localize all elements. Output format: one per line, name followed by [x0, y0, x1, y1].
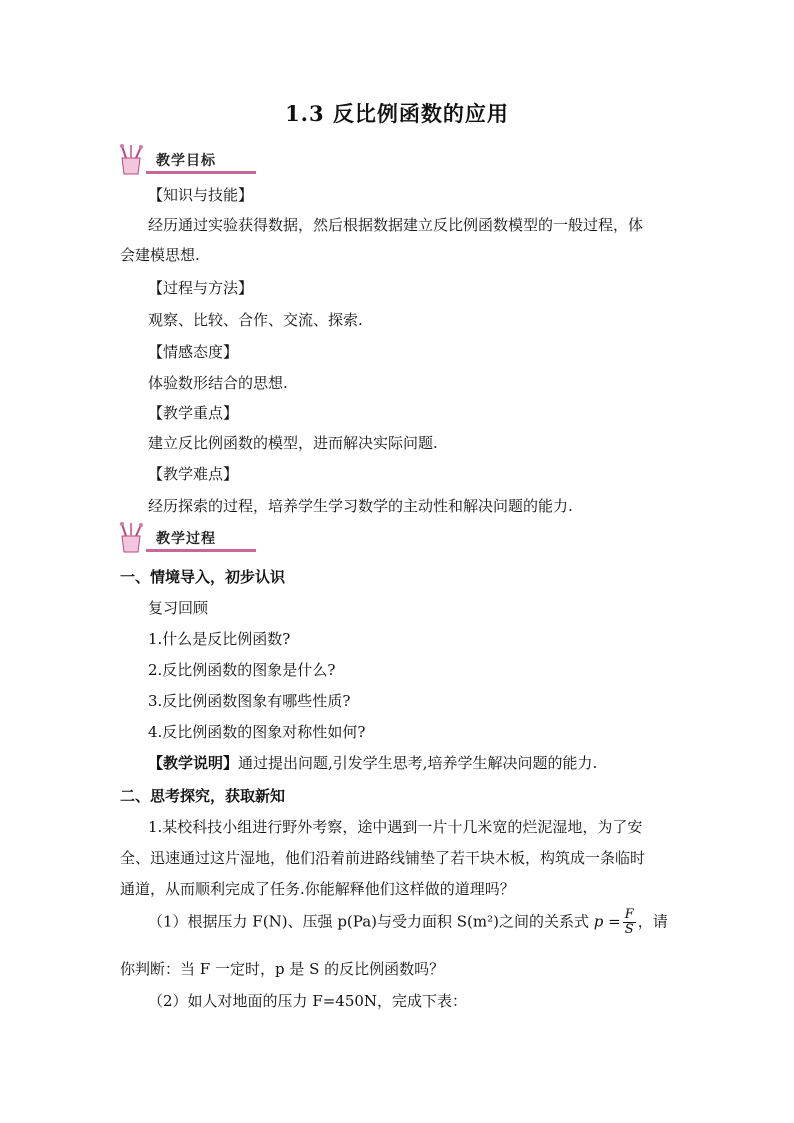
- formula-numerator: F: [624, 907, 634, 922]
- subquestion-1-tail: ，请: [637, 912, 668, 931]
- process-badge-label: 教学过程: [156, 531, 216, 547]
- difficulty-heading: 【教学难点】: [148, 465, 239, 483]
- process-method-heading: 【过程与方法】: [148, 279, 254, 297]
- section1-heading: 一、情境导入，初步认识: [120, 568, 286, 586]
- process-method-text: 观察、比较、合作、交流、探索.: [148, 311, 363, 329]
- question-3: 3.反比例函数图象有哪些性质?: [148, 692, 351, 710]
- question-2: 2.反比例函数的图象是什么?: [148, 661, 336, 679]
- question-4: 4.反比例函数的图象对称性如何?: [148, 723, 366, 741]
- subquestion-1-line-2: 你判断：当 F 一定时，p 是 S 的反比例函数吗？: [120, 960, 445, 978]
- section2-heading: 二、思考探究，获取新知: [120, 787, 286, 805]
- review-label: 复习回顾: [148, 599, 209, 617]
- formula-lhs: p =: [593, 912, 621, 931]
- key-point-text: 建立反比例函数的模型，进而解决实际问题.: [148, 434, 438, 452]
- process-badge: [116, 522, 258, 556]
- formula-fraction: [623, 908, 636, 937]
- subquestion-1-text: （1）根据压力 F(N)、压强 p(Pa)与受力面积 S(m²)之间的关系式: [148, 912, 589, 931]
- formula-denominator: S: [624, 922, 634, 937]
- page-title: 1.3 反比例函数的应用: [285, 101, 509, 126]
- emotion-heading: 【情感态度】: [148, 343, 239, 361]
- emotion-text: 体验数形结合的思想.: [148, 374, 288, 392]
- objectives-badge-label: 教学目标: [156, 153, 216, 169]
- knowledge-text-1: 经历通过实验获得数据，然后根据数据建立反比例函数模型的一般过程，体: [148, 216, 644, 234]
- key-point-heading: 【教学重点】: [148, 404, 239, 422]
- question-1: 1.什么是反比例函数?: [148, 630, 291, 648]
- teaching-note-heading: 【教学说明】: [148, 754, 239, 772]
- teaching-note: [148, 752, 597, 773]
- objectives-badge: [116, 144, 258, 178]
- teaching-note-text: 通过提出问题,引发学生思考,培养学生解决问题的能力.: [238, 754, 598, 772]
- difficulty-text: 经历探索的过程，培养学生学习数学的主动性和解决问题的能力.: [148, 497, 573, 515]
- problem-1-line-1: 1.某校科技小组进行野外考察，途中遇到一片十几米宽的烂泥湿地，为了安: [148, 818, 643, 836]
- subquestion-1: [148, 908, 668, 937]
- knowledge-heading: 【知识与技能】: [148, 186, 254, 204]
- problem-1-line-2: 全、迅速通过这片湿地，他们沿着前进路线铺垫了若干块木板，构筑成一条临时: [120, 849, 646, 867]
- knowledge-text-2: 会建模思想.: [120, 246, 200, 264]
- problem-1-line-3: 通道，从而顺利完成了任务.你能解释他们这样做的道理吗？: [120, 880, 515, 898]
- subquestion-2: （2）如人对地面的压力 F=450N，完成下表：: [148, 992, 468, 1010]
